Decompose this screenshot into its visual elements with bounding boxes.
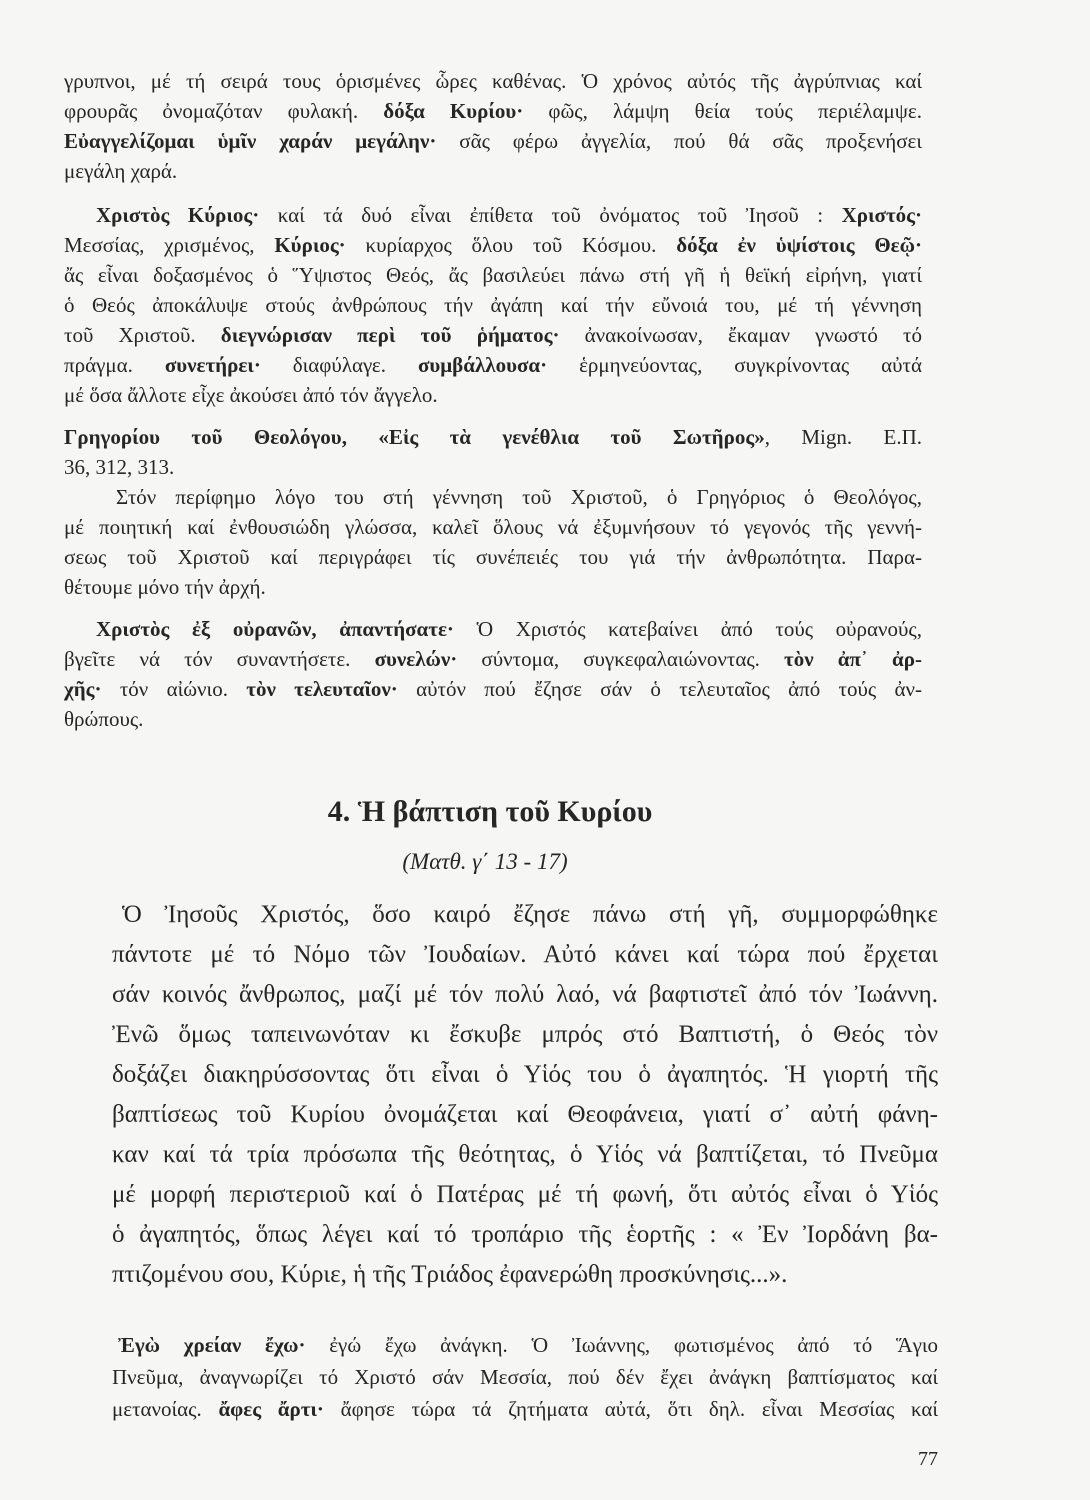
text-line [112, 1055, 938, 1095]
bold-term: διεγνώρισαν περὶ τοῦ ῥήματος· [220, 323, 560, 347]
text-run: βγεῖτε νά τόν συναντήσετε. [64, 647, 375, 671]
bold-term: Εὐαγγελίζομαι ὑμῖν χαράν μεγάλην· [64, 129, 437, 153]
commentary-section [64, 66, 922, 734]
paragraph [64, 66, 922, 186]
paragraph [112, 895, 938, 1295]
bold-term: χῆς· [64, 677, 102, 701]
text-line [64, 320, 922, 350]
text-line [64, 290, 922, 320]
bold-term: δόξα Κυρίου· [383, 99, 524, 123]
text-line [64, 96, 922, 126]
text-run: πράγμα. [64, 353, 165, 377]
text-line [64, 126, 922, 156]
text-run: σάν κοινός ἄνθρωπος, μαζί μέ τόν πολύ λαό, νά βαφτιστεῖ ἀπό τόν Ἰωάννη. [112, 981, 938, 1008]
text-run: κυρίαρχος ὅλου τοῦ Κόσμου. [345, 233, 677, 257]
bold-term: ἄφες ἄρτι· [218, 1397, 324, 1421]
chapter-section [112, 792, 938, 1425]
text-run: Μεσσίας, χρισμένος, [64, 233, 275, 257]
text-line [64, 230, 922, 260]
text-run: δοξάζει διακηρύσσοντας ὅτι εἶναι ὁ Υἱός του ὁ ἀγαπητός. Ἡ γιορτή τῆς [112, 1061, 938, 1088]
text-run: θέτουμε μόνο τήν ἀρχή. [64, 575, 266, 599]
text-run: Ἐνῶ ὅμως ταπεινωνόταν κι ἔσκυβε μπρός στό Βαπτιστή, ὁ Θεός τὸν [112, 1021, 938, 1048]
text-line [64, 66, 922, 96]
paragraph [112, 1329, 938, 1425]
text-line [112, 1393, 938, 1425]
text-line [112, 1361, 938, 1393]
bold-term: δόξα ἐν ὑψίστοις Θεῷ· [676, 233, 923, 257]
page-number: 77 [918, 1448, 938, 1470]
text-line [112, 1135, 938, 1175]
text-run: μέ μορφή περιστεριοῦ καί ὁ Πατέρας μέ τή φωνή, ὅτι αὐτός εἶναι ὁ Υἱός [112, 1181, 938, 1208]
bold-term: συνελών· [374, 647, 458, 671]
text-run: διαφύλαγε. [260, 353, 418, 377]
text-line [112, 1095, 938, 1135]
text-line [112, 1175, 938, 1215]
text-line [112, 895, 938, 935]
text-run: 36, 312, 313. [64, 455, 175, 479]
text-run: ὁ ἀγαπητός, ὅπως λέγει καί τό τροπάριο τῆς ἑορτῆς : « Ἐν Ἰορδάνη βα- [112, 1221, 938, 1248]
text-run: ὁ Θεός ἀποκάλυψε στούς ἀνθρώπους τήν ἀγάπη καί τήν εὔνοιά του, μέ τή γέννηση [64, 293, 922, 317]
paragraph [64, 482, 922, 602]
text-line [64, 156, 922, 186]
text-run: ἐγώ ἔχω ἀνάγκη. Ὁ Ἰωάννης, φωτισμένος ἀπό τό Ἅγιο [305, 1333, 938, 1357]
text-run: βαπτίσεως τοῦ Κυρίου ὀνομάζεται καί Θεοφάνεια, γιατί σ᾽ αὐτή φάνη- [112, 1101, 938, 1128]
text-line [64, 542, 922, 572]
bold-term: Ἐγὼ χρείαν ἔχω· [118, 1333, 306, 1357]
text-line [64, 704, 922, 734]
text-run: Πνεῦμα, ἀναγνωρίζει τό Χριστό σάν Μεσσία, πού δέν ἔχει ἀνάγκη βαπτίσματος καί [112, 1365, 938, 1389]
paragraph [64, 614, 922, 734]
text-run: ἄφησε τώρα τά ζητήματα αὐτά, ὅτι δηλ. εἶναι Μεσσίας καί [323, 1397, 939, 1421]
text-run: ἀνακοίνωσαν, ἔκαμαν γνωστό τό [559, 323, 922, 347]
bold-term: Κύριος· [274, 233, 346, 257]
citation [64, 422, 922, 482]
text-run: πτιζομένου σου, Κύριε, ἡ τῆς Τριάδος ἐφανερώθη προσκύνησις...». [112, 1261, 788, 1288]
text-run: γρυπνοι, μέ τή σειρά τους ὁρισμένες ὧρες καθένας. Ὁ χρόνος αὐτός τῆς ἀγρύπνιας καί [64, 69, 922, 93]
text-line [64, 674, 922, 704]
scripture-reference: (Ματθ. γ΄ 13 - 17) [402, 849, 568, 874]
text-line [64, 614, 922, 644]
text-run: τόν αἰώνιο. [101, 677, 247, 701]
text-line [64, 512, 922, 542]
bold-term: τὸν τελευταῖον· [246, 677, 398, 701]
bold-term: Χριστὸς ἐξ οὐρανῶν, ἀπαντήσατε· [96, 617, 454, 641]
text-run: φῶς, λάμψη θεία τούς περιέλαμψε. [523, 99, 922, 123]
text-line [112, 1329, 938, 1361]
text-run: αὐτόν πού ἔζησε σάν ὁ τελευταῖος ἀπό τούς ἀν- [397, 677, 922, 701]
text-line [64, 644, 922, 674]
text-line [112, 1255, 938, 1295]
text-run: καν καί τά τρία πρόσωπα τῆς θεότητας, ὁ Υἱός νά βαπτίζεται, τό Πνεῦμα [112, 1141, 938, 1168]
text-line [64, 350, 922, 380]
text-run: σᾶς φέρω ἀγγελία, πού θά σᾶς προξενήσει [436, 129, 922, 153]
text-run: ἄς εἶναι δοξασμένος ὁ Ὕψιστος Θεός, ἄς βασιλεύει πάνω στή γῆ ἡ θεϊκή εἰρήνη, γιατί [64, 263, 922, 287]
text-run: Στόν περίφημο λόγο του στή γέννηση τοῦ Χριστοῦ, ὁ Γρηγόριος ὁ Θεολόγος, [116, 485, 922, 509]
paragraph [64, 200, 922, 410]
bold-term: Γρηγορίου τοῦ Θεολόγου, «Εἰς τὰ γενέθλια τοῦ Σωτῆρος» [64, 425, 765, 449]
bold-term: συμβάλλουσα· [417, 353, 548, 377]
text-run: σύντομα, συγκεφαλαιώνοντας. [457, 647, 785, 671]
text-line [64, 200, 922, 230]
text-line [64, 422, 922, 452]
text-run: πάντοτε μέ τό Νόμο τῶν Ἰουδαίων. Αὐτό κάνει καί τώρα πού ἔρχεται [112, 941, 938, 968]
bold-term: συνετήρει· [164, 353, 261, 377]
text-run: φρουρᾶς ὀνομαζόταν φυλακή. [64, 99, 384, 123]
text-line [112, 935, 938, 975]
text-line [64, 572, 922, 602]
text-line [112, 975, 938, 1015]
text-run: μέ ὅσα ἄλλοτε εἶχε ἀκούσει ἀπό τόν ἄγγελο. [64, 383, 438, 407]
text-line [112, 1015, 938, 1055]
text-run: ἑρμηνεύοντας, συγκρίνοντας αὐτά [547, 353, 922, 377]
text-run: τοῦ Χριστοῦ. [64, 323, 221, 347]
text-line [64, 452, 922, 482]
text-line [64, 380, 922, 410]
text-run: μεγάλη χαρά. [64, 159, 178, 183]
text-run: Ὁ Ἰησοῦς Χριστός, ὅσο καιρό ἔζησε πάνω στή γῆ, συμμορφώθηκε [122, 901, 938, 928]
text-line [64, 482, 922, 512]
bold-term: Χριστός· [841, 203, 922, 227]
text-run: , Mign. Ε.Π. [764, 425, 922, 449]
bold-term: τὸν ἀπ᾽ ἀρ- [784, 647, 923, 671]
text-line [64, 260, 922, 290]
text-run: μέ ποιητική καί ἐνθουσιώδη γλώσσα, καλεῖ ὅλους νά ἐξυμνήσουν τό γεγονός τῆς γεννή- [64, 515, 922, 539]
bold-term: Χριστὸς Κύριος· [96, 203, 260, 227]
text-line [112, 1215, 938, 1255]
text-run: καί τά δυό εἶναι ἐπίθετα τοῦ ὀνόματος τοῦ Ἰησοῦ : [259, 203, 842, 227]
text-run: Ὁ Χριστός κατεβαίνει ἀπό τούς οὐρανούς, [453, 617, 922, 641]
text-run: θρώπους. [64, 707, 144, 731]
text-run: μετανοίας. [112, 1397, 219, 1421]
text-run: σεως τοῦ Χριστοῦ καί περιγράφει τίς συνέπειές του γιά τήν ἀνθρωπότητα. Παρα- [64, 545, 922, 569]
section-heading: 4. Ἡ βάπτιση τοῦ Κυρίου [327, 795, 653, 828]
